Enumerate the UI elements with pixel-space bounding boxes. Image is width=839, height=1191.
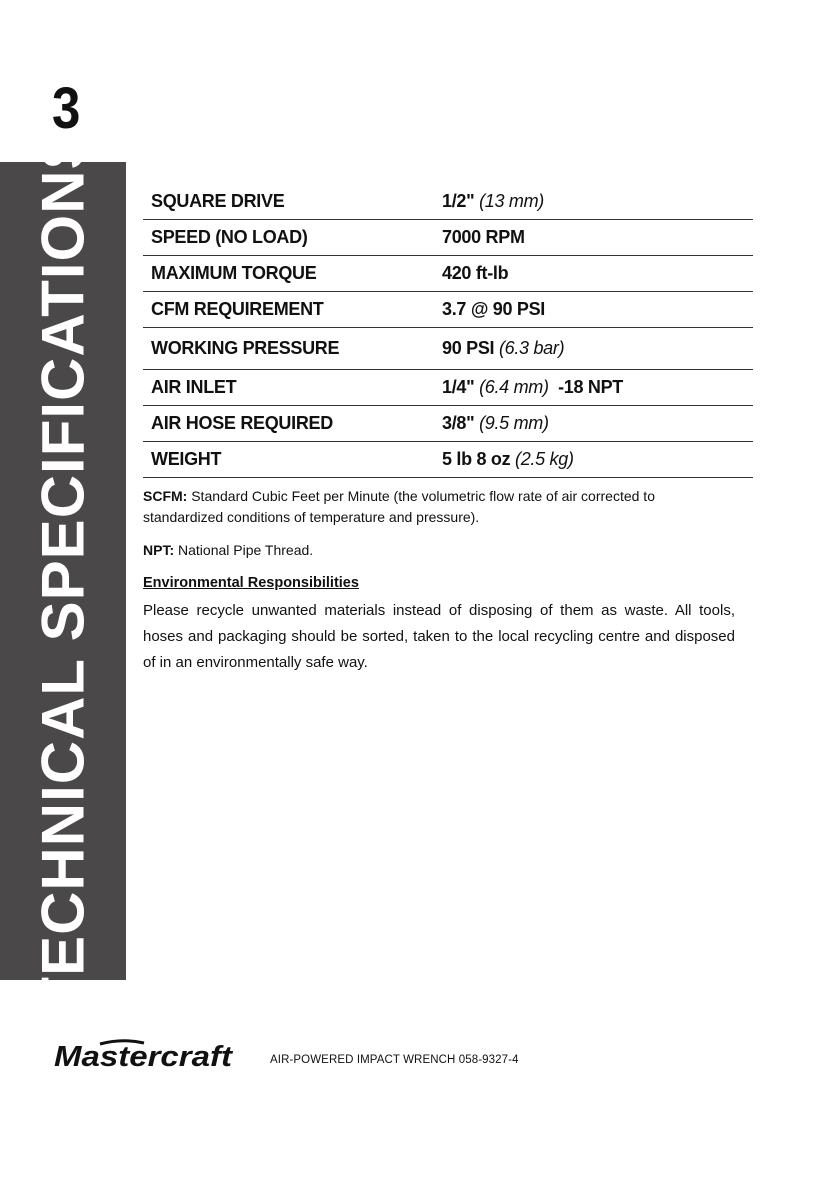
spec-metric: (9.5 mm): [479, 413, 549, 433]
spec-value-cell: [434, 328, 753, 370]
spec-value-cell: [434, 256, 753, 292]
spec-value-cell: [434, 406, 753, 442]
environment-heading: Environmental Responsibilities: [143, 575, 359, 591]
environment-text: Please recycle unwanted materials instead of disposing of them as waste. All tools, hoses and packaging should be sorted, taken to the local recycling centre and disposed of in an environmentally safe way.: [143, 602, 735, 671]
spec-label: CFM REQUIREMENT: [143, 292, 434, 328]
scfm-term: SCFM:: [143, 488, 188, 504]
spec-row: [143, 220, 753, 256]
scfm-text: Standard Cubic Feet per Minute (the volumetric flow rate of air corrected to standardized conditions of temperature and pressure).: [143, 488, 655, 525]
npt-note: [143, 540, 735, 561]
mastercraft-logo: [52, 1038, 236, 1070]
spec-value-cell: [434, 292, 753, 328]
page-number: 3: [52, 76, 81, 141]
spec-value: 1/4": [442, 377, 475, 397]
spec-row: [143, 292, 753, 328]
spec-value-cell: [434, 184, 753, 220]
spec-row: [143, 184, 753, 220]
spec-label: SQUARE DRIVE: [143, 184, 434, 220]
side-title: TECHNICAL SPECIFICATIONS: [29, 128, 97, 1014]
spec-metric: (13 mm): [479, 191, 544, 211]
spec-label: AIR HOSE REQUIRED: [143, 406, 434, 442]
side-band: [0, 128, 126, 1014]
npt-term: NPT:: [143, 542, 175, 558]
scfm-note: [143, 486, 735, 528]
logo-text: Mastercraft: [54, 1041, 234, 1070]
spec-value: 3.7 @ 90 PSI: [442, 299, 546, 319]
spec-value: 420 ft-lb: [442, 263, 509, 283]
spec-label: MAXIMUM TORQUE: [143, 256, 434, 292]
spec-suffix: -18 NPT: [558, 377, 623, 397]
spec-row: [143, 406, 753, 442]
spec-value: 1/2": [442, 191, 475, 211]
spec-metric: (2.5 kg): [515, 449, 574, 469]
spec-metric: (6.3 bar): [498, 338, 565, 358]
spec-value: 7000 RPM: [442, 227, 525, 247]
spec-value-cell: [434, 370, 753, 406]
spec-value-cell: [434, 220, 753, 256]
spec-row: [143, 442, 753, 478]
spec-value: 3/8": [442, 413, 475, 433]
spec-row: [143, 256, 753, 292]
spec-label: AIR INLET: [143, 370, 434, 406]
spec-value: 5 lb 8 oz: [442, 449, 511, 469]
footer: [52, 1034, 519, 1070]
spec-value-cell: [434, 442, 753, 478]
footer-product: AIR-POWERED IMPACT WRENCH 058-9327-4: [270, 1054, 519, 1066]
spec-label: WORKING PRESSURE: [143, 328, 434, 370]
notes: [143, 486, 735, 688]
spec-label: WEIGHT: [143, 442, 434, 478]
spec-value: 90 PSI: [442, 338, 495, 358]
spec-row: [143, 370, 753, 406]
spec-label: SPEED (NO LOAD): [143, 220, 434, 256]
spec-metric: (6.4 mm): [479, 377, 549, 397]
spec-row: [143, 328, 753, 370]
npt-text: National Pipe Thread.: [178, 542, 314, 558]
spec-table: [143, 184, 753, 478]
